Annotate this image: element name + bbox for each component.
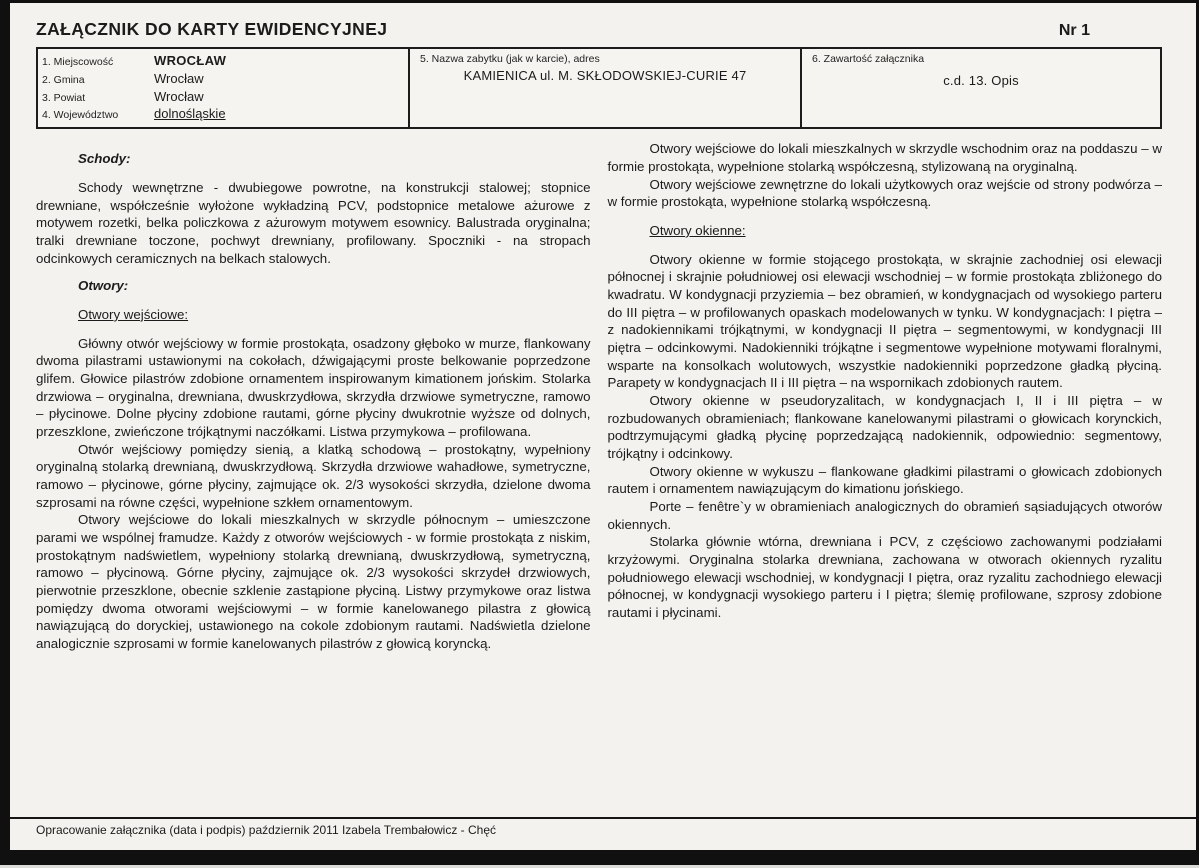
paragraph-otwory-skrzydlo-polnocne: Otwory wejściowe do lokali mieszkalnych w skrzydle północnym – umieszczone parami we wspólnej framudze. Każdy z otworów wejściowych - w formie prostokąta z niskim, prostokątnym nadświetlem, wypełniony stolarką drewnianą, dwuskrzydłową, symetryczną, ramowo – płycinową. Górne płyciny, zajmujące ok. 2/3 wysokości skrzydeł drzwiowych, pierwotnie przeszklone, obecnie szklenie zastąpione płyciną. Listwy przymykowe oraz listwa pomiędzy dwoma otworami wejściowymi – w formie kanelowanego pilastra z głowicą nawiązującą do doryckiej, ustawionego na cokole zdobionym rautami. Nadświetla dzielone analogicznie szprosami w formie kanelowanych pilastrów z głowicą koryncką. [36,512,591,651]
field-label: 1. Miejscowość [42,56,114,68]
field-value: Wrocław [154,88,204,104]
field-powiat [42,89,402,107]
document-page [10,3,1196,850]
header-table [36,47,1162,129]
page-title: ZAŁĄCZNIK DO KARTY EWIDENCYJNEJ [36,19,388,39]
right-column [608,140,1163,652]
monument-name: KAMIENICA ul. M. SKŁODOWSKIEJ-CURIE 47 [463,68,747,83]
attachment-label: 6. Zawartość załącznika [812,53,925,65]
left-column [36,140,591,652]
paragraph-otwory-zewnetrzne: Otwory wejściowe zewnętrzne do lokali użytkowych oraz wejście od strony podwórza – w formie prostokąta, wypełnione stolarką współczesną. [607,176,1162,210]
attachment-cell [802,49,1160,127]
document-body [36,129,1162,652]
paragraph-glowny-otwor: Główny otwór wejściowy w formie prostokąta, osadzony głęboko w murze, flankowany dwoma pilastrami ustawionymi na cokołach, dźwigającymi proste belkowanie poprzedzone glifem. Głowice pilastrów zdobione ornamentem inspirowanym kimationem jońskim. Stolarka drzwiowa – oryginalna, drewniana, dwuskrzydłowa, skrzydła drzwiowe symetryczne, ramowo – płycinowe. Dolne płyciny zdobione rautami, górne płyciny dwukrotnie wyższe od dolnych, przeszklone, zwieńczone trójkątnymi naczółkami. Listwa przymykowa – profilowana. [36,335,591,439]
paragraph-schody: Schody wewnętrzne - dwubiegowe powrotne, na konstrukcji stalowej; stopnice drewniane, współcześnie wyłożone wykładziną PCV, podstopnice metalowe ażurowe z motywem rozetki, belka policzkowa z ażurowym motywem esownicy. Balustrada oryginalna; tralki drewniane toczone, pochwyt drewniany, profilowany. Spoczniki - na stropach odcinkowych ceramicznych na belkach stalowych. [36,179,591,266]
paragraph-stolarka: Stolarka głównie wtórna, drewniana i PCV, z częściowo zachowanymi podziałami krzyżowymi. Oryginalna stolarka drewniana, zachowana w otworach okiennych ryzalitu południowego elewacji wschodniej, w kondygnacji I piętra, oraz ryzalitu zachodniego elewacji północnej, w kondygnacji wysokiego parteru i I piętra; ślemię profilowane, szprosy zdobione rautami i płycinami. [607,534,1162,620]
footer-note: Opracowanie załącznika (data i podpis) październik 2011 Izabela Trembałowicz - Chęć [10,817,1196,845]
field-value: Wrocław [154,70,204,86]
field-value: WROCŁAW [154,53,227,68]
paragraph-otwory-okienne-forma: Otwory okienne w formie stojącego prostokąta, w skrajnie zachodniej osi elewacji północnej i skrajnie południowej osi elewacji wschodniej – w formie prostokąta zbliżonego do kwadratu. W kondygnacji przyziemia – bez obramień, w kondygnacjach od wysokiego parteru do III piętra – w profilowanych opaskach modelowanych w tynku. W kondygnacjach: I piętra – z nadokiennikami trójkątnymi, w kondygnacji II piętra – segmentowymi, w kondygnacji III piętra – odcinkowymi. Nadokienniki trójkątne i segmentowe wypełnione motywami floralnymi, wsparte na konsolkach wolutowych, wszystkie nadokienniki poprzedzone gładką płyciną. Parapety w kondygnacjach II i III piętra – na wspornikach zdobionych rautem. [607,251,1162,391]
attachment-number: Nr 1 [1058,22,1090,39]
attachment-content: c.d. 13. Opis [943,73,1019,88]
subheading-otwory-okienne: Otwory okienne: [649,222,746,238]
field-label: 2. Gmina [42,73,85,86]
monument-cell [410,49,802,127]
field-label: 3. Powiat [42,91,86,104]
paragraph-otwor-sien: Otwór wejściowy pomiędzy sienią, a klatką schodową – prostokątny, wypełniony oryginalną stolarką drewnianą, dwuskrzydłową. Skrzydła drzwiowe wahadłowe, symetryczne, ramowo – płycinowe, górne płyciny, zajmujące ok. 2/3 wysokości skrzydła, dzielone dwoma szprosami na równe części, wypełnione szkłem ornamentowym. [36,441,591,510]
field-gmina [42,71,402,89]
field-miejscowosc [42,53,402,71]
paragraph-porte-fenetre: Porte – fenêtre`y w obramieniach analogicznych do obramień sąsiadujących otworów okiennych. [607,498,1162,532]
paragraph-otwory-pseudoryzality: Otwory okienne w pseudoryzalitach, w kondygnacjach I, II i III piętra – w rozbudowanych obramieniach; flankowane kanelowanymi pilastrami o głowicach korynckich, podtrzymującymi gładką płycinę poprzedzającą nadokiennik, odpowiednio: segmentowy, trójkątny i odcinkowy. [607,392,1162,461]
heading-schody: Schody: [78,151,131,167]
document-header [36,13,1162,47]
location-cell [38,49,410,127]
paragraph-otwory-wykusz: Otwory okienne w wykuszu – flankowane gładkimi pilastrami o głowicach zdobionych rautem i ornamentem nawiązującym do kimationu jońskiego. [607,463,1162,497]
paragraph-otwory-skrzydlo-wschodnie: Otwory wejściowe do lokali mieszkalnych w skrzydle wschodnim oraz na poddaszu – w formie prostokąta, wypełnione stolarką współczesną, stylizowaną na oryginalną. [607,141,1162,174]
field-label: 4. Województwo [42,109,119,122]
field-wojewodztwo [42,106,402,124]
field-value: dolnośląskie [154,106,226,122]
subheading-otwory-wejsciowe: Otwory wejściowe: [78,306,189,322]
heading-otwory: Otwory: [78,278,129,294]
monument-label: 5. Nazwa zabytku (jak w karcie), adres [420,53,600,65]
